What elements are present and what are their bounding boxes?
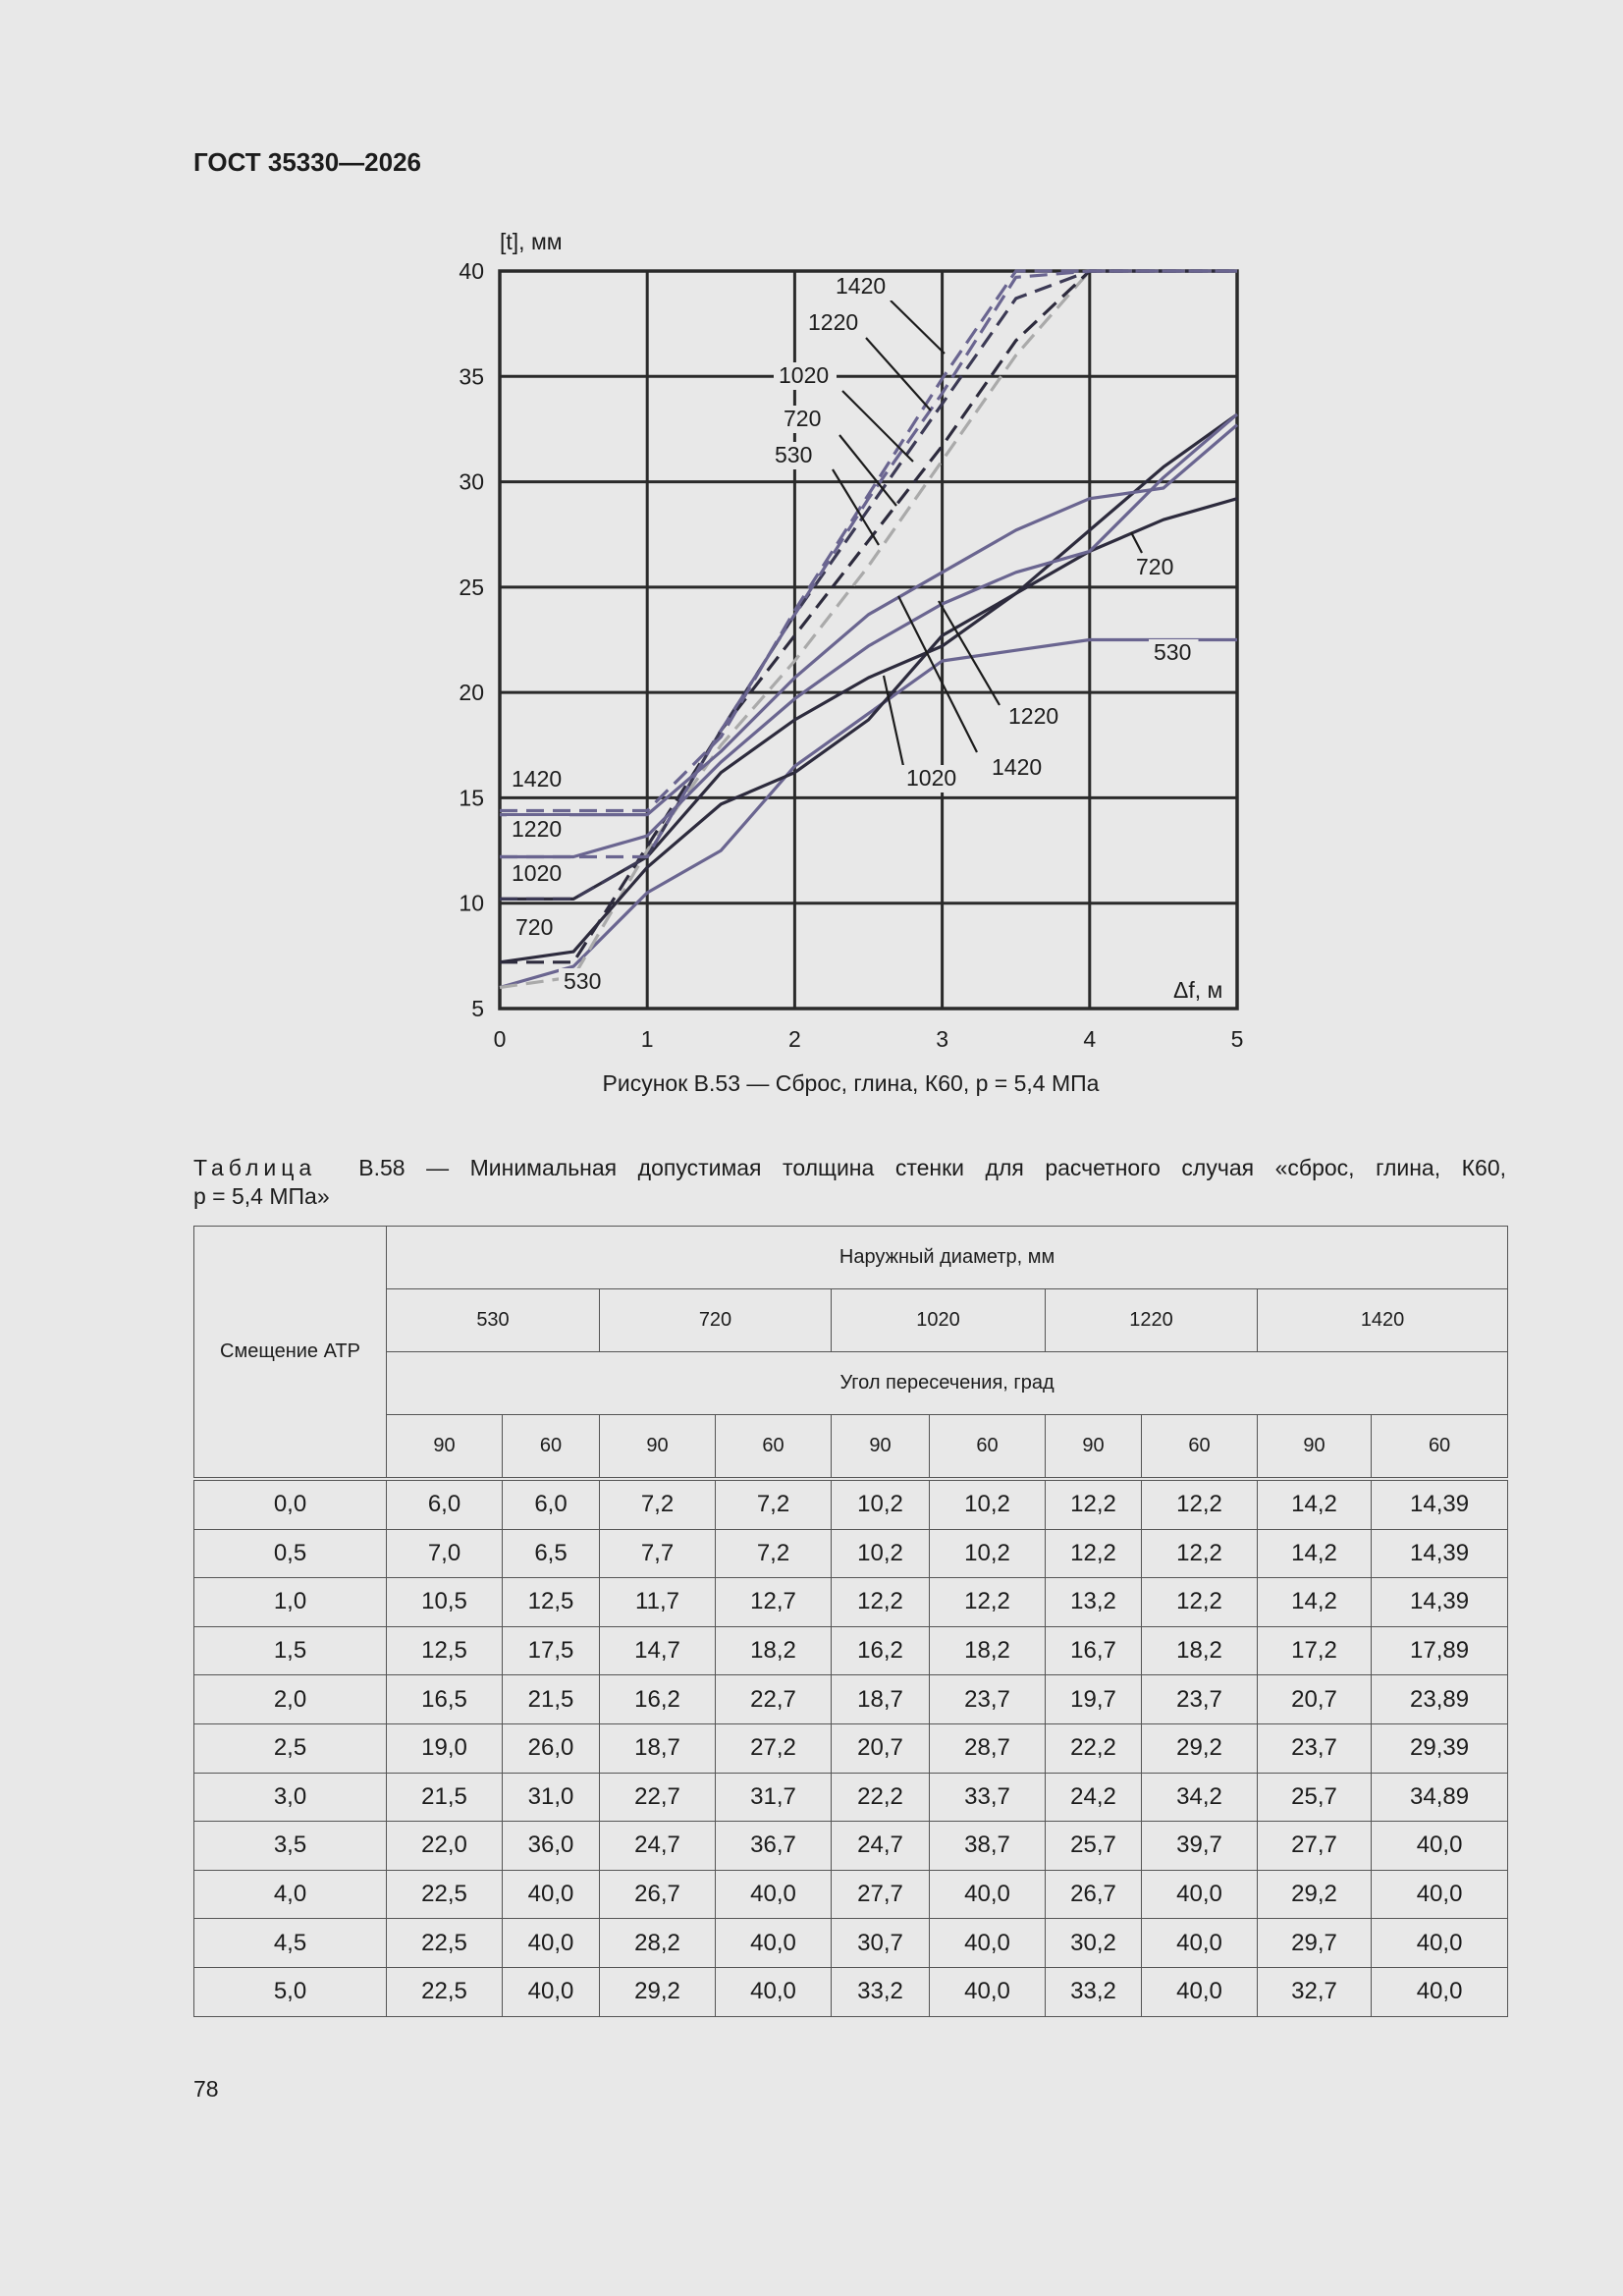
angle-cell: 60 xyxy=(1372,1415,1508,1480)
value-cell: 7,2 xyxy=(716,1529,832,1578)
value-cell: 22,5 xyxy=(387,1967,503,2016)
value-cell: 40,0 xyxy=(1142,1919,1258,1968)
value-cell: 27,7 xyxy=(1258,1822,1372,1871)
annotation-label: 530 xyxy=(564,968,602,994)
value-cell: 7,7 xyxy=(600,1529,716,1578)
value-cell: 12,2 xyxy=(930,1578,1046,1627)
value-cell: 19,0 xyxy=(387,1723,503,1773)
annotation-label: 720 xyxy=(1136,554,1174,579)
value-cell: 25,7 xyxy=(1046,1822,1142,1871)
value-cell: 33,7 xyxy=(930,1773,1046,1822)
diameter-cell: 530 xyxy=(387,1289,600,1352)
value-cell: 26,0 xyxy=(503,1723,600,1773)
diameter-cell: 1020 xyxy=(832,1289,1046,1352)
value-cell: 40,0 xyxy=(930,1919,1046,1968)
offset-cell: 1,5 xyxy=(194,1626,387,1675)
value-cell: 12,2 xyxy=(832,1578,930,1627)
value-cell: 29,2 xyxy=(1258,1870,1372,1919)
value-cell: 12,2 xyxy=(1142,1479,1258,1529)
offset-cell: 2,0 xyxy=(194,1675,387,1724)
value-cell: 30,7 xyxy=(832,1919,930,1968)
value-cell: 13,2 xyxy=(1046,1578,1142,1627)
value-cell: 10,2 xyxy=(930,1479,1046,1529)
series-1020-60-line xyxy=(500,271,1237,899)
offset-cell: 0,5 xyxy=(194,1529,387,1578)
x-tick-label: 1 xyxy=(640,1026,654,1052)
series-530-60-line xyxy=(500,271,1237,988)
value-cell: 36,7 xyxy=(716,1822,832,1871)
value-cell: 14,2 xyxy=(1258,1479,1372,1529)
document-code: ГОСТ 35330—2026 xyxy=(193,147,421,177)
value-cell: 12,2 xyxy=(1142,1578,1258,1627)
angle-cell: 90 xyxy=(387,1415,503,1480)
offset-cell: 4,5 xyxy=(194,1919,387,1968)
x-tick-label: 0 xyxy=(493,1026,507,1052)
value-cell: 12,7 xyxy=(716,1578,832,1627)
value-cell: 40,0 xyxy=(1372,1919,1508,1968)
offset-cell: 5,0 xyxy=(194,1967,387,2016)
annotation-label: 720 xyxy=(515,914,554,940)
value-cell: 6,0 xyxy=(387,1479,503,1529)
value-cell: 40,0 xyxy=(503,1919,600,1968)
value-cell: 28,2 xyxy=(600,1919,716,1968)
table-row xyxy=(194,1626,1508,1675)
value-cell: 11,7 xyxy=(600,1578,716,1627)
value-cell: 29,2 xyxy=(600,1967,716,2016)
table-row xyxy=(194,1822,1508,1871)
value-cell: 40,0 xyxy=(930,1870,1046,1919)
value-cell: 16,2 xyxy=(832,1626,930,1675)
annotation-label: 1420 xyxy=(836,273,887,299)
value-cell: 34,89 xyxy=(1372,1773,1508,1822)
value-cell: 27,2 xyxy=(716,1723,832,1773)
y-tick-label: 25 xyxy=(459,574,484,600)
value-cell: 14,7 xyxy=(600,1626,716,1675)
diameter-header-cell: Наружный диаметр, мм xyxy=(387,1227,1508,1289)
value-cell: 24,2 xyxy=(1046,1773,1142,1822)
value-cell: 12,2 xyxy=(1046,1529,1142,1578)
table-row xyxy=(194,1578,1508,1627)
value-cell: 23,7 xyxy=(1258,1723,1372,1773)
value-cell: 17,89 xyxy=(1372,1626,1508,1675)
angle-cell: 60 xyxy=(716,1415,832,1480)
value-cell: 29,7 xyxy=(1258,1919,1372,1968)
value-cell: 27,7 xyxy=(832,1870,930,1919)
value-cell: 10,2 xyxy=(832,1479,930,1529)
y-tick-label: 15 xyxy=(459,785,484,811)
value-cell: 32,7 xyxy=(1258,1967,1372,2016)
value-cell: 40,0 xyxy=(716,1870,832,1919)
x-axis-label: Δf, м xyxy=(1173,977,1223,1003)
x-tick-label: 5 xyxy=(1230,1026,1244,1052)
value-cell: 7,0 xyxy=(387,1529,503,1578)
value-cell: 18,2 xyxy=(716,1626,832,1675)
value-cell: 22,0 xyxy=(387,1822,503,1871)
annotation-label: 1220 xyxy=(512,816,563,842)
value-cell: 25,7 xyxy=(1258,1773,1372,1822)
value-cell: 40,0 xyxy=(503,1967,600,2016)
x-tick-label: 3 xyxy=(936,1026,948,1052)
value-cell: 12,5 xyxy=(503,1578,600,1627)
value-cell: 23,7 xyxy=(1142,1675,1258,1724)
value-cell: 24,7 xyxy=(600,1822,716,1871)
table-caption-text: В.58 — Минимальная допустимая толщина стенки для расчетного случая «сброс, глина, К60, xyxy=(358,1155,1507,1180)
value-cell: 14,2 xyxy=(1258,1578,1372,1627)
table-caption-prefix: Таблица xyxy=(193,1155,317,1180)
table-row xyxy=(194,1967,1508,2016)
thickness-chart xyxy=(0,0,1623,1061)
value-cell: 12,2 xyxy=(1142,1529,1258,1578)
angle-cell: 90 xyxy=(1258,1415,1372,1480)
value-cell: 6,0 xyxy=(503,1479,600,1529)
annotation-leader xyxy=(1131,532,1142,553)
value-cell: 40,0 xyxy=(716,1967,832,2016)
offset-cell: 4,0 xyxy=(194,1870,387,1919)
value-cell: 40,0 xyxy=(1142,1870,1258,1919)
row-header-cell: Смещение АТР xyxy=(194,1227,387,1480)
value-cell: 19,7 xyxy=(1046,1675,1142,1724)
annotation-label: 1020 xyxy=(779,362,830,388)
chart-series xyxy=(500,271,1237,988)
annotation-label: 1420 xyxy=(512,766,563,792)
thickness-table xyxy=(193,1226,1508,2017)
value-cell: 40,0 xyxy=(1372,1870,1508,1919)
value-cell: 12,2 xyxy=(1046,1479,1142,1529)
value-cell: 39,7 xyxy=(1142,1822,1258,1871)
value-cell: 7,2 xyxy=(600,1479,716,1529)
angle-cell: 90 xyxy=(1046,1415,1142,1480)
value-cell: 18,2 xyxy=(1142,1626,1258,1675)
value-cell: 33,2 xyxy=(832,1967,930,2016)
value-cell: 16,7 xyxy=(1046,1626,1142,1675)
value-cell: 10,5 xyxy=(387,1578,503,1627)
value-cell: 14,39 xyxy=(1372,1578,1508,1627)
annotation-label: 1220 xyxy=(1008,703,1059,729)
value-cell: 22,7 xyxy=(600,1773,716,1822)
page-number: 78 xyxy=(193,2076,219,2102)
value-cell: 40,0 xyxy=(1372,1822,1508,1871)
value-cell: 22,5 xyxy=(387,1919,503,1968)
value-cell: 16,2 xyxy=(600,1675,716,1724)
value-cell: 23,7 xyxy=(930,1675,1046,1724)
value-cell: 31,7 xyxy=(716,1773,832,1822)
value-cell: 12,5 xyxy=(387,1626,503,1675)
series-720-90-line xyxy=(500,499,1237,962)
value-cell: 14,39 xyxy=(1372,1479,1508,1529)
series-1420-90-line xyxy=(500,425,1237,815)
value-cell: 7,2 xyxy=(716,1479,832,1529)
table-caption-line2: р = 5,4 МПа» xyxy=(193,1183,330,1209)
y-tick-label: 20 xyxy=(459,680,484,706)
value-cell: 10,2 xyxy=(832,1529,930,1578)
annotation-label: 1220 xyxy=(808,309,859,335)
table-row xyxy=(194,1773,1508,1822)
table-row xyxy=(194,1675,1508,1724)
value-cell: 40,0 xyxy=(503,1870,600,1919)
x-tick-label: 2 xyxy=(788,1026,801,1052)
angle-cell: 90 xyxy=(600,1415,716,1480)
value-cell: 17,5 xyxy=(503,1626,600,1675)
value-cell: 30,2 xyxy=(1046,1919,1142,1968)
angle-cell: 60 xyxy=(1142,1415,1258,1480)
value-cell: 31,0 xyxy=(503,1773,600,1822)
series-1220-60-line xyxy=(500,271,1237,857)
annotation-label: 530 xyxy=(1154,639,1192,665)
value-cell: 22,2 xyxy=(1046,1723,1142,1773)
annotation-label: 1020 xyxy=(512,860,563,886)
value-cell: 14,2 xyxy=(1258,1529,1372,1578)
value-cell: 26,7 xyxy=(1046,1870,1142,1919)
value-cell: 33,2 xyxy=(1046,1967,1142,2016)
y-tick-label: 10 xyxy=(459,890,484,916)
value-cell: 23,89 xyxy=(1372,1675,1508,1724)
value-cell: 28,7 xyxy=(930,1723,1046,1773)
value-cell: 21,5 xyxy=(387,1773,503,1822)
value-cell: 40,0 xyxy=(930,1967,1046,2016)
table-row xyxy=(194,1529,1508,1578)
annotation-label: 530 xyxy=(775,442,813,467)
diameter-cell: 720 xyxy=(600,1289,832,1352)
value-cell: 20,7 xyxy=(1258,1675,1372,1724)
value-cell: 40,0 xyxy=(1142,1967,1258,2016)
value-cell: 22,2 xyxy=(832,1773,930,1822)
value-cell: 38,7 xyxy=(930,1822,1046,1871)
value-cell: 40,0 xyxy=(716,1919,832,1968)
value-cell: 24,7 xyxy=(832,1822,930,1871)
y-tick-label: 35 xyxy=(459,363,484,390)
y-tick-label: 40 xyxy=(459,258,484,284)
table-row xyxy=(194,1479,1508,1529)
value-cell: 29,39 xyxy=(1372,1723,1508,1773)
annotation-leader xyxy=(891,301,945,354)
value-cell: 22,7 xyxy=(716,1675,832,1724)
table-row xyxy=(194,1723,1508,1773)
value-cell: 18,7 xyxy=(600,1723,716,1773)
offset-cell: 3,5 xyxy=(194,1822,387,1871)
value-cell: 10,2 xyxy=(930,1529,1046,1578)
y-axis-label: [t], мм xyxy=(500,229,563,254)
angle-header-cell: Угол пересечения, град xyxy=(387,1352,1508,1415)
value-cell: 6,5 xyxy=(503,1529,600,1578)
value-cell: 29,2 xyxy=(1142,1723,1258,1773)
value-cell: 17,2 xyxy=(1258,1626,1372,1675)
offset-cell: 0,0 xyxy=(194,1479,387,1529)
angle-cell: 90 xyxy=(832,1415,930,1480)
angle-cell: 60 xyxy=(930,1415,1046,1480)
diameter-cell: 1420 xyxy=(1258,1289,1508,1352)
annotation-leader xyxy=(866,338,931,410)
table-body xyxy=(194,1479,1508,2016)
value-cell: 34,2 xyxy=(1142,1773,1258,1822)
value-cell: 16,5 xyxy=(387,1675,503,1724)
angle-cell: 60 xyxy=(503,1415,600,1480)
annotation-label: 1020 xyxy=(906,765,957,791)
table-caption xyxy=(193,1154,1506,1182)
chart-annotations xyxy=(507,273,1199,996)
offset-cell: 1,0 xyxy=(194,1578,387,1627)
offset-cell: 3,0 xyxy=(194,1773,387,1822)
series-1020-90-line xyxy=(500,414,1237,900)
value-cell: 26,7 xyxy=(600,1870,716,1919)
value-cell: 21,5 xyxy=(503,1675,600,1724)
table-row xyxy=(194,1870,1508,1919)
value-cell: 20,7 xyxy=(832,1723,930,1773)
offset-cell: 2,5 xyxy=(194,1723,387,1773)
diameter-cell: 1220 xyxy=(1046,1289,1258,1352)
value-cell: 18,7 xyxy=(832,1675,930,1724)
annotation-label: 1420 xyxy=(992,754,1043,780)
value-cell: 36,0 xyxy=(503,1822,600,1871)
value-cell: 22,5 xyxy=(387,1870,503,1919)
y-tick-label: 30 xyxy=(459,468,484,495)
value-cell: 14,39 xyxy=(1372,1529,1508,1578)
y-tick-label: 5 xyxy=(471,996,484,1021)
x-tick-label: 4 xyxy=(1083,1026,1097,1052)
figure-caption: Рисунок В.53 — Сброс, глина, К60, р = 5,4 МПа xyxy=(602,1070,1100,1096)
value-cell: 40,0 xyxy=(1372,1967,1508,2016)
value-cell: 18,2 xyxy=(930,1626,1046,1675)
annotation-label: 720 xyxy=(784,406,822,431)
table-row xyxy=(194,1919,1508,1968)
